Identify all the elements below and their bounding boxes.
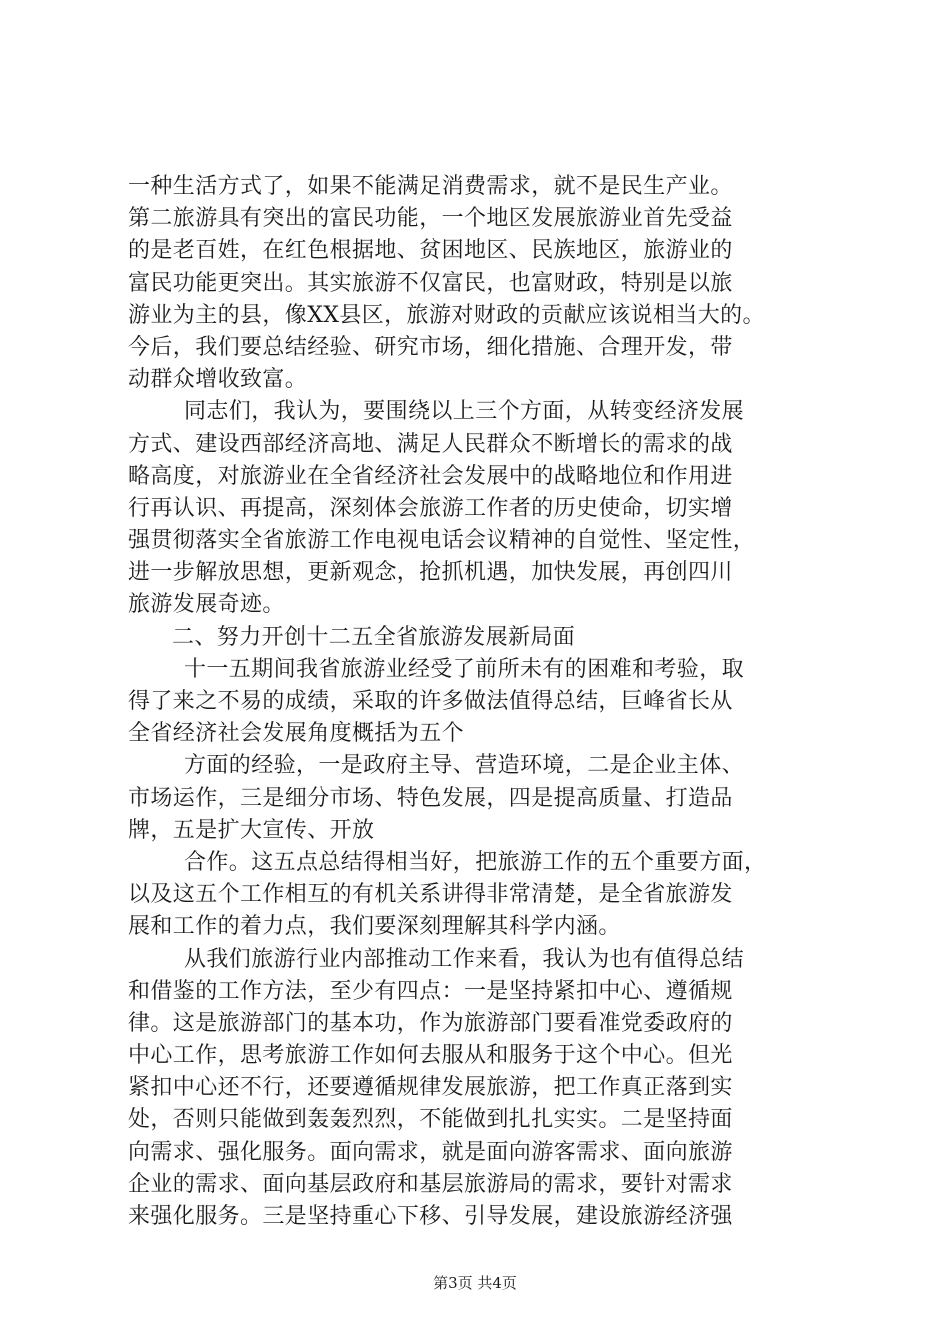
text-line: 市场运作，三是细分市场、特色发展，四是提高质量、打造品 — [128, 785, 733, 811]
page-footer — [0, 1272, 950, 1293]
text-line: 的是老百姓，在红色根据地、贫困地区、民族地区，旅游业的 — [128, 238, 733, 264]
text-line: 旅游发展奇迹。 — [128, 592, 285, 618]
text-line: 方面的经验，一是政府主导、营造环境，二是企业主体、 — [184, 753, 745, 779]
text-line: 略高度，对旅游业在全省经济社会发展中的战略地位和作用进 — [128, 463, 733, 489]
text-line: 牌，五是扩大宣传、开放 — [128, 817, 375, 843]
text-line: 一种生活方式了，如果不能满足消费需求，就不是民生产业。 — [128, 174, 733, 199]
text-line: 处，否则只能做到轰轰烈烈，不能做到扎扎实实。二是坚持面 — [128, 1107, 733, 1133]
page-number: 第3页 共4页 — [433, 1274, 517, 1292]
text-line: 游业为主的县，像XX县区，旅游对财政的贡献应该说相当大的。 — [128, 302, 765, 328]
text-line: 紧扣中心还不行，还要遵循规律发展旅游，把工作真正落到实 — [128, 1075, 733, 1101]
text-line: 和借鉴的工作方法，至少有四点：一是坚持紧扣中心、遵循规 — [128, 978, 733, 1004]
text-line: 从我们旅游行业内部推动工作来看，我认为也有值得总结 — [184, 946, 745, 972]
text-line: 向需求、强化服务。面向需求，就是面向游客需求、面向旅游 — [128, 1139, 733, 1165]
text-line: 企业的需求、面向基层政府和基层旅游局的需求，要针对需求 — [128, 1171, 733, 1197]
text-line: 合作。这五点总结得相当好，把旅游工作的五个重要方面， — [184, 849, 767, 875]
text-line: 方式、建设西部经济高地、满足人民群众不断增长的需求的战 — [128, 431, 733, 457]
text-line: 展和工作的着力点，我们要深刻理解其科学内涵。 — [128, 914, 621, 940]
text-line: 中心工作，思考旅游工作如何去服从和服务于这个中心。但光 — [128, 1043, 733, 1069]
text-line: 第二旅游具有突出的富民功能，一个地区发展旅游业首先受益 — [128, 206, 733, 232]
text-line: 以及这五个工作相互的有机关系讲得非常清楚，是全省旅游发 — [128, 882, 733, 908]
text-line: 全省经济社会发展角度概括为五个 — [128, 721, 465, 747]
text-line: 律。这是旅游部门的基本功，作为旅游部门要看准党委政府的 — [128, 1010, 733, 1036]
document-body — [128, 171, 828, 1233]
text-line: 动群众增收致富。 — [128, 367, 308, 393]
text-line: 十一五期间我省旅游业经受了前所未有的困难和考验，取 — [184, 656, 745, 682]
text-line: 富民功能更突出。其实旅游不仅富民，也富财政，特别是以旅 — [128, 270, 733, 296]
text-line: 今后，我们要总结经验、研究市场，细化措施、合理开发，带 — [128, 334, 733, 360]
text-line: 同志们，我认为，要围绕以上三个方面，从转变经济发展 — [184, 399, 745, 425]
text-line: 行再认识、再提高，深刻体会旅游工作者的历史使命，切实增 — [128, 495, 733, 521]
section-heading: 二、努力开创十二五全省旅游发展新局面 — [172, 624, 576, 650]
text-line: 进一步解放思想，更新观念，抢抓机遇，加快发展，再创四川 — [128, 560, 733, 586]
text-line: 来强化服务。三是坚持重心下移、引导发展，建设旅游经济强 — [128, 1204, 733, 1229]
text-line: 得了来之不易的成绩，采取的许多做法值得总结，巨峰省长从 — [128, 689, 733, 714]
text-line: 强贯彻落实全省旅游工作电视电话会议精神的自觉性、坚定性， — [128, 528, 756, 554]
